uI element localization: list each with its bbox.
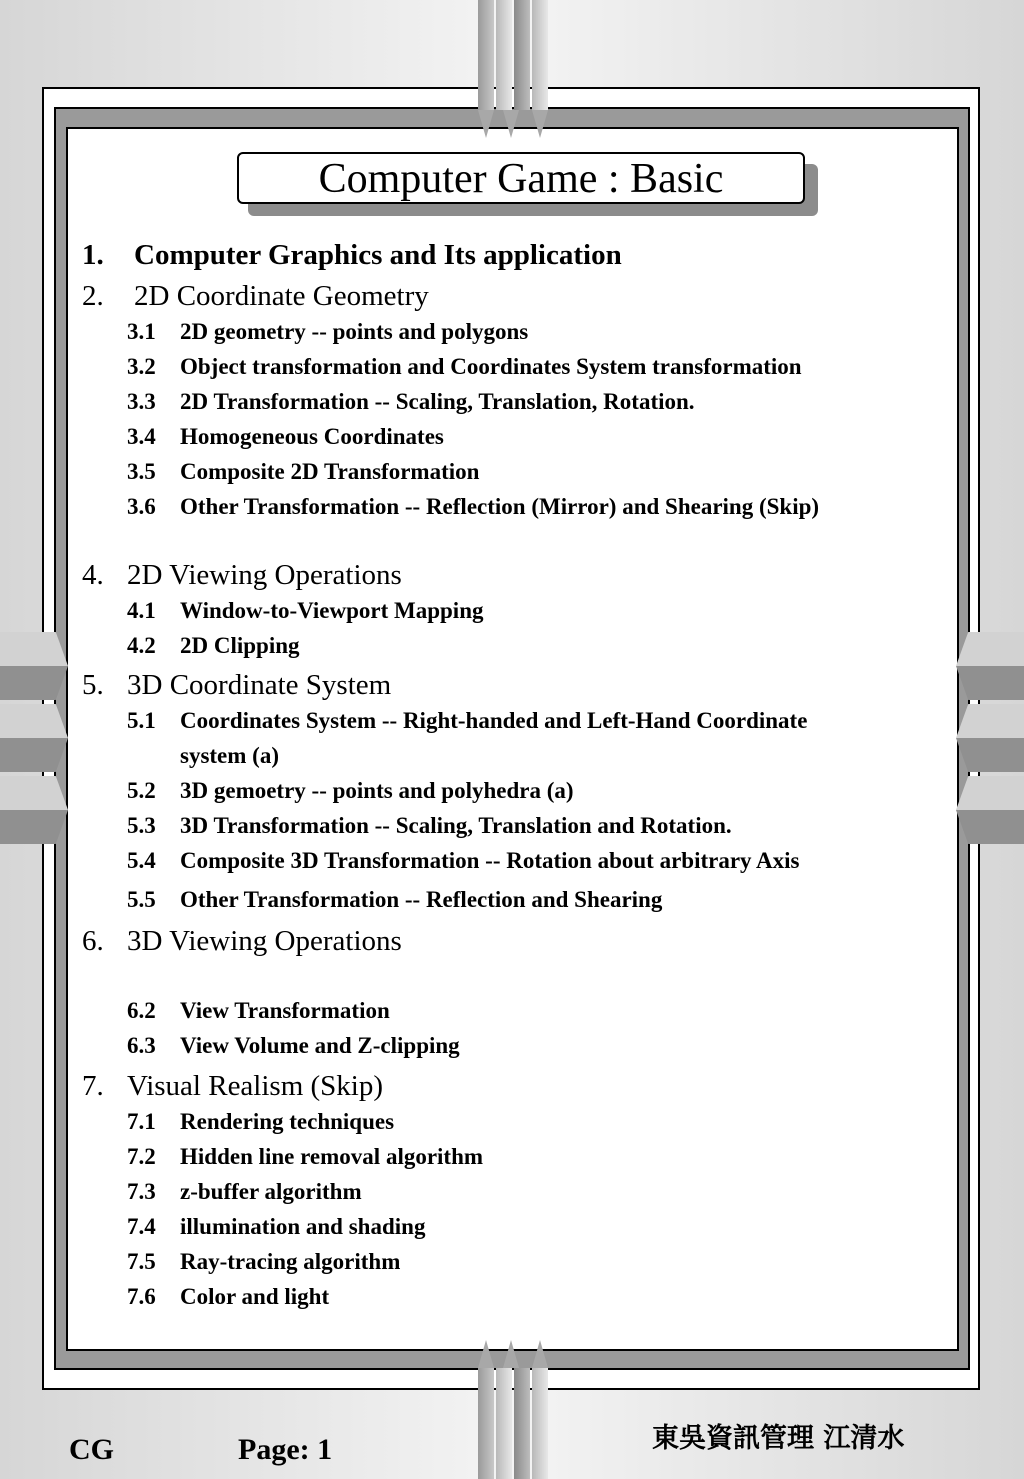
footer-course-code: CG [69, 1433, 114, 1466]
subsection-title: Composite 2D Transformation [180, 459, 480, 484]
footer-page-number: Page: 1 [238, 1433, 333, 1466]
subsection-title: Window-to-Viewport Mapping [180, 598, 484, 623]
subsection-title: 3D gemoetry -- points and polyhedra (a) [180, 778, 574, 803]
subsection-title: Ray-tracing algorithm [180, 1249, 401, 1274]
subsection-number: 6.3 [127, 1033, 156, 1058]
subsection-number: 7.3 [127, 1179, 156, 1204]
subsection-title: Color and light [180, 1284, 330, 1309]
subsection-number: 4.1 [127, 598, 156, 623]
section-title: 3D Coordinate System [127, 669, 392, 701]
page-title: Computer Game : Basic [237, 152, 805, 204]
subsection-number: 3.1 [127, 319, 156, 344]
footer-author: 東吳資訊管理 江清水 [652, 1423, 905, 1454]
subsection-title: View Volume and Z-clipping [180, 1033, 460, 1058]
subsection-number: 7.5 [127, 1249, 156, 1274]
subsection-number: 3.2 [127, 354, 156, 379]
subsection-title: 2D Transformation -- Scaling, Translation, Rotation. [180, 389, 695, 414]
subsection-title: Homogeneous Coordinates [180, 424, 444, 449]
subsection-number: 5.5 [127, 887, 156, 912]
section-number: 4. [82, 559, 104, 591]
section-title: 2D Viewing Operations [127, 559, 402, 591]
subsection-title: 3D Transformation -- Scaling, Translation and Rotation. [180, 813, 732, 838]
subsection-title: Other Transformation -- Reflection (Mirror) and Shearing (Skip) [180, 494, 820, 519]
subsection-number: 6.2 [127, 998, 156, 1023]
subsection-number: 3.5 [127, 459, 156, 484]
subsection-number: 5.4 [127, 848, 156, 873]
section-title: Visual Realism (Skip) [127, 1070, 384, 1102]
section-number: 1. [82, 239, 104, 271]
subsection-title: View Transformation [180, 998, 390, 1023]
subsection-number: 7.2 [127, 1144, 156, 1169]
subsection-number: 7.4 [127, 1214, 156, 1239]
section-title: 2D Coordinate Geometry [134, 280, 429, 312]
subsection-number: 3.4 [127, 424, 156, 449]
subsection-number: 4.2 [127, 633, 156, 658]
subsection-title: Composite 3D Transformation -- Rotation about arbitrary Axis [180, 848, 800, 873]
subsection-title: z-buffer algorithm [180, 1179, 362, 1204]
subsection-number: 7.6 [127, 1284, 156, 1309]
section-title: 3D Viewing Operations [127, 925, 402, 957]
subsection-title: system (a) [180, 743, 279, 768]
subsection-title: illumination and shading [180, 1214, 426, 1239]
subsection-number: 7.1 [127, 1109, 156, 1134]
subsection-number: 5.1 [127, 708, 156, 733]
subsection-title: Object transformation and Coordinates System transformation [180, 354, 802, 379]
section-number: 7. [82, 1070, 104, 1102]
subsection-title: 2D Clipping [180, 633, 300, 658]
subsection-title: Other Transformation -- Reflection and Shearing [180, 887, 663, 912]
subsection-title: Coordinates System -- Right-handed and Left-Hand Coordinate [180, 708, 808, 733]
subsection-number: 5.2 [127, 778, 156, 803]
section-title: Computer Graphics and Its application [134, 239, 622, 271]
subsection-number: 5.3 [127, 813, 156, 838]
subsection-title: Hidden line removal algorithm [180, 1144, 484, 1169]
subsection-number: 3.3 [127, 389, 156, 414]
section-number: 5. [82, 669, 104, 701]
section-number: 6. [82, 925, 104, 957]
subsection-number: 3.6 [127, 494, 156, 519]
section-number: 2. [82, 280, 104, 312]
subsection-title: Rendering techniques [180, 1109, 395, 1134]
subsection-title: 2D geometry -- points and polygons [180, 319, 529, 344]
